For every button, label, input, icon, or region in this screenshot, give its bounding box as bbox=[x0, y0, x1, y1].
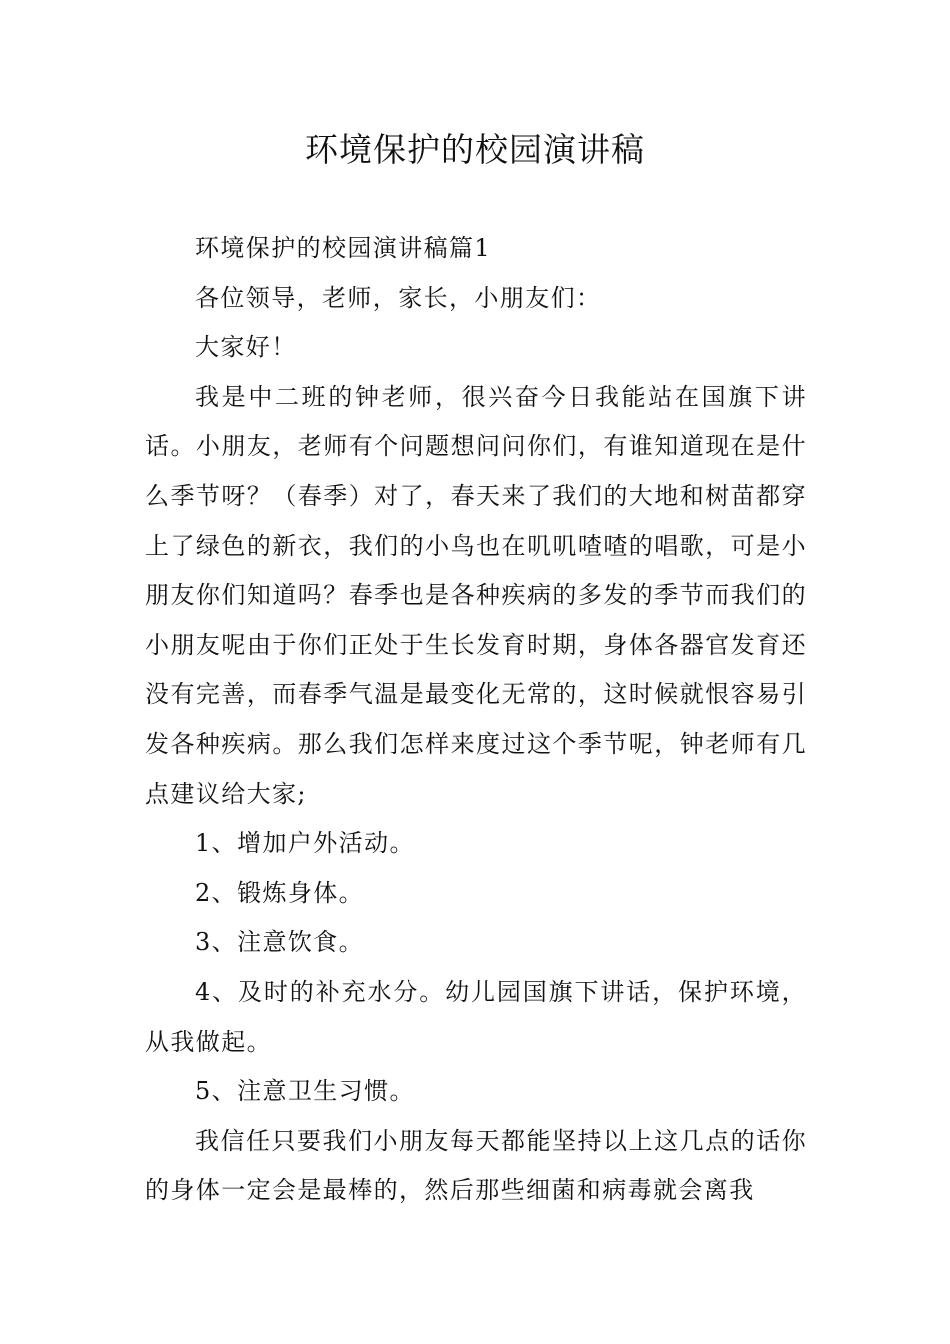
list-item-5: 5、注意卫生习惯。 bbox=[195, 1077, 415, 1106]
paragraph-greeting: 大家好！ bbox=[195, 333, 297, 362]
document-body bbox=[145, 224, 807, 1216]
list-item-2: 2、锻炼身体。 bbox=[195, 878, 365, 907]
list-item-3: 3、注意饮食。 bbox=[195, 928, 365, 957]
paragraph-main-body: 我是中二班的钟老师，很兴奋今日我能站在国旗下讲话。小朋友，老师有个问题想问问你们，有谁知道现在是什么季节呀？（春季）对了，春天来了我们的大地和树苗都穿上了绿色的新衣，我们的小鸟也在叽叽喳喳的唱歌，可是小朋友你们知道吗？春季也是各种疾病的多发的季节而我们的小朋友呢由于你们正处于生长发育时期，身体各器官发育还没有完善，而春季气温是最变化无常的，这时候就恨容易引发各种疾病。那么我们怎样来度过这个季节呢，钟老师有几点建议给大家; bbox=[145, 382, 807, 808]
list-item-1: 1、增加户外活动。 bbox=[195, 829, 415, 858]
paragraph-salutation: 各位领导，老师，家长，小朋友们： bbox=[195, 283, 602, 312]
document-title: 环境保护的校园演讲稿 bbox=[305, 130, 645, 169]
paragraph-section-heading: 环境保护的校园演讲稿篇1 bbox=[195, 234, 492, 262]
list-item-4: 4、及时的补充水分。幼儿园国旗下讲话，保护环境，从我做起。 bbox=[145, 977, 807, 1056]
paragraph-closing: 我信任只要我们小朋友每天都能坚持以上这几点的话你的身体一定会是最棒的，然后那些细菌和病毒就会离我 bbox=[145, 1126, 807, 1205]
